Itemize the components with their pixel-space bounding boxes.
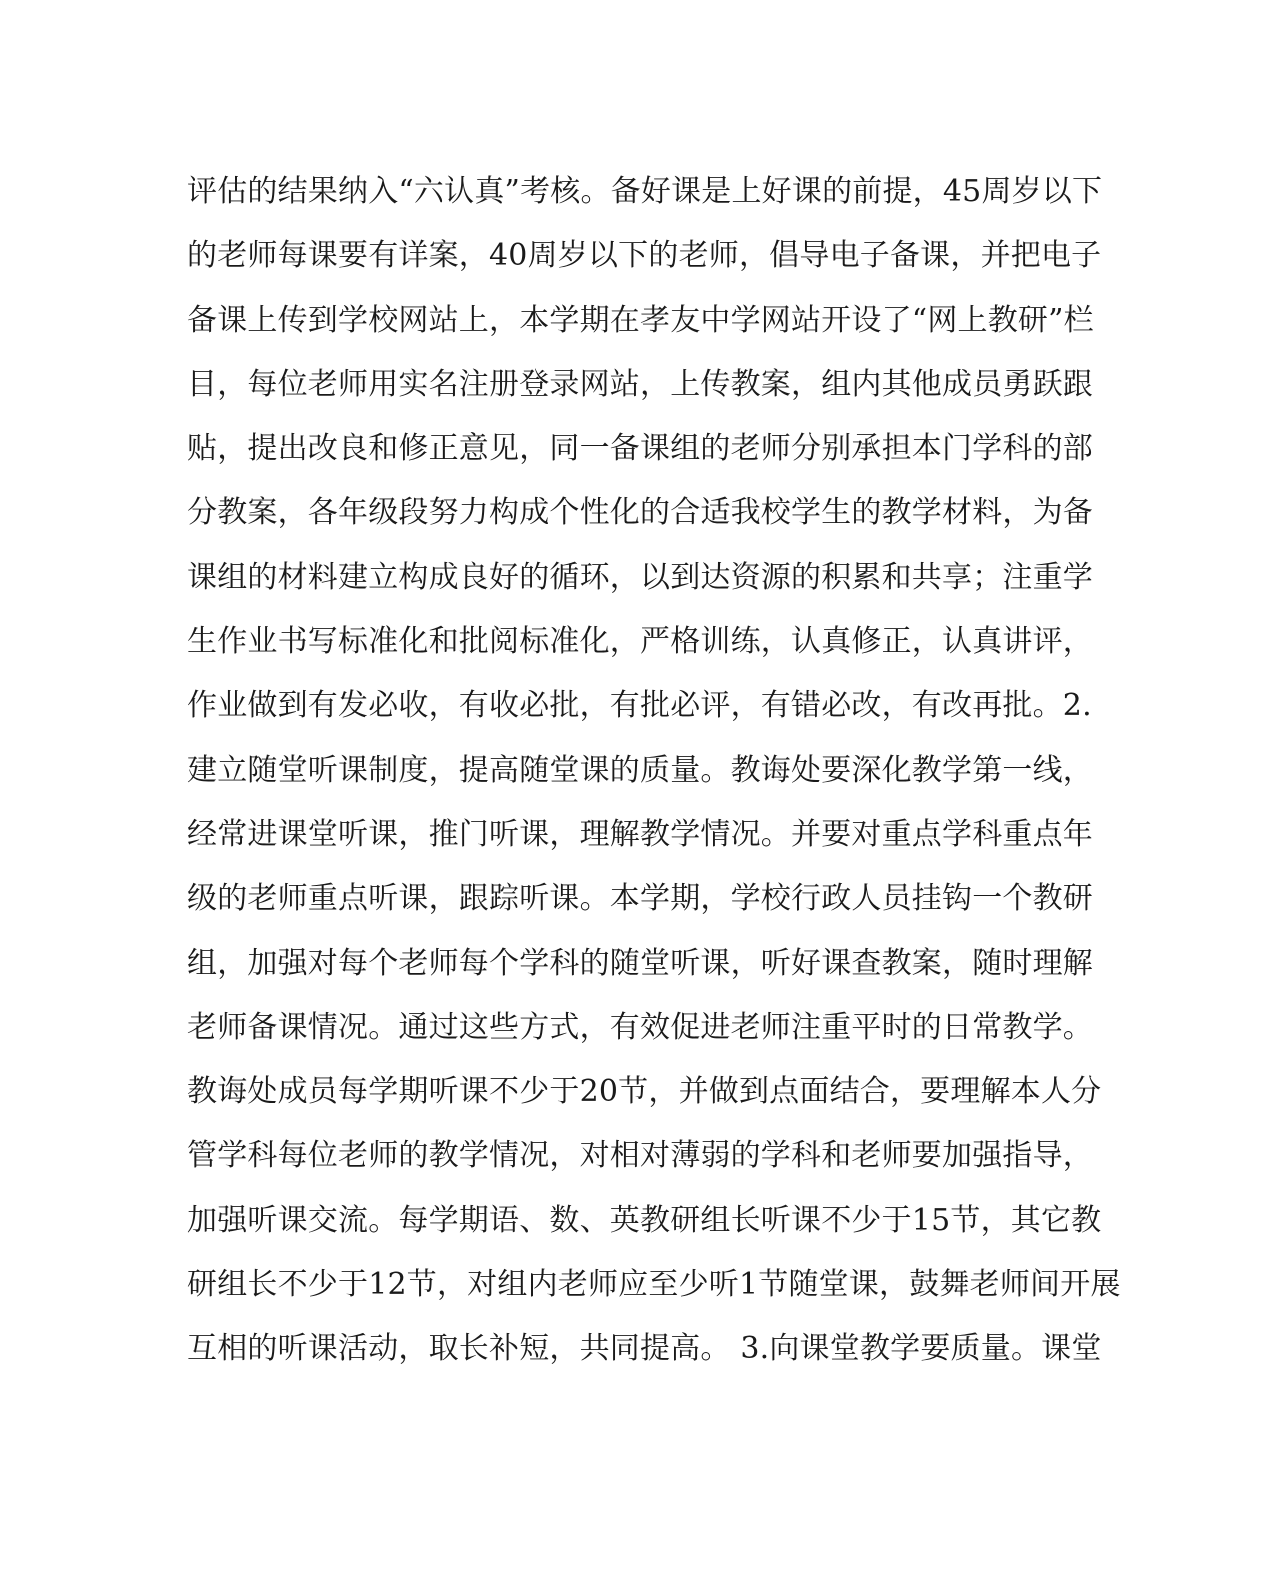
text-line: 加强听课交流。每学期语、数、英教研组长听课不少于15节，其它教 [187,1202,1102,1238]
text-line: 互相的听课活动，取长补短，共同提高。 3.向课堂教学要质量。课堂 [187,1331,1102,1367]
text-line: 备课上传到学校网站上，本学期在孝友中学网站开设了“网上教研”栏 [187,302,1094,338]
text-line: 经常进课堂听课，推门听课，理解教学情况。并要对重点学科重点年 [187,816,1093,852]
text-line: 目，每位老师用实名注册登录网站，上传教案，组内其他成员勇跃跟 [187,366,1093,402]
text-line: 作业做到有发必收，有收必批，有批必评，有错必改，有改再批。2. [187,688,1092,724]
text-line: 分教案，各年级段努力构成个性化的合适我校学生的教学材料，为备 [187,495,1093,531]
text-line: 研组长不少于12节，对组内老师应至少听1节随堂课，鼓舞老师间开展 [187,1267,1121,1303]
text-line: 贴，提出改良和修正意见，同一备课组的老师分别承担本门学科的部 [187,431,1093,467]
text-line: 教诲处成员每学期听课不少于20节，并做到点面结合，要理解本人分 [187,1074,1102,1110]
text-line: 级的老师重点听课，跟踪听课。本学期，学校行政人员挂钩一个教研 [187,881,1093,917]
text-line: 课组的材料建立构成良好的循环，以到达资源的积累和共享；注重学 [187,559,1093,595]
text-line: 的老师每课要有详案，40周岁以下的老师，倡导电子备课，并把电子 [187,238,1102,274]
text-line: 组，加强对每个老师每个学科的随堂听课，听好课查教案，随时理解 [187,945,1093,981]
text-line: 管学科每位老师的教学情况，对相对薄弱的学科和老师要加强指导， [187,1138,1093,1174]
text-line: 建立随堂听课制度，提高随堂课的质量。教诲处要深化教学第一线， [187,752,1093,788]
body-text [187,160,1121,1382]
text-line: 生作业书写标准化和批阅标准化，严格训练，认真修正，认真讲评， [187,624,1093,660]
text-line: 老师备课情况。通过这些方式，有效促进老师注重平时的日常教学。 [187,1009,1093,1045]
text-line: 评估的结果纳入“六认真”考核。备好课是上好课的前提，45周岁以下 [187,174,1103,209]
